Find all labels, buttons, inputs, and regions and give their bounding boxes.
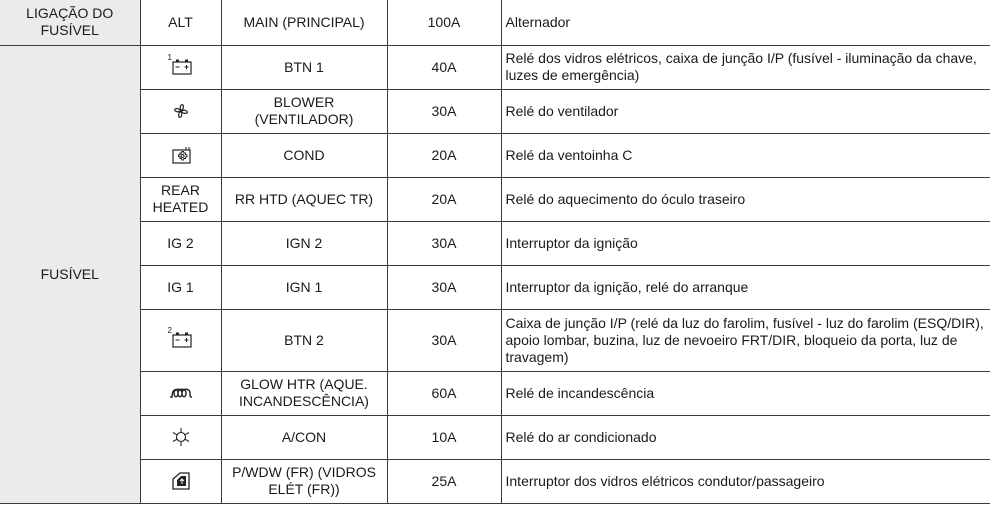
group-label: FUSÍVEL <box>0 45 140 503</box>
protected-circuit: Interruptor da ignição, relé do arranque <box>501 265 990 309</box>
fuse-rating: 100A <box>387 0 501 45</box>
protected-circuit: Alternador <box>501 0 990 45</box>
fuse-name: COND <box>221 133 387 177</box>
fuse-rating: 25A <box>387 459 501 503</box>
symbol-number: 2 <box>167 326 172 335</box>
fuse-symbol: REAR HEATED <box>140 177 221 221</box>
table-row <box>0 45 990 89</box>
fuse-rating: 40A <box>387 45 501 89</box>
table-row <box>0 371 990 415</box>
fuse-name: MAIN (PRINCIPAL) <box>221 0 387 45</box>
protected-circuit: Relé dos vidros elétricos, caixa de junção I/P (fusível - iluminação da chave, luzes de emergência) <box>501 45 990 89</box>
fuse-name: P/WDW (FR) (VIDROS ELÉT (FR)) <box>221 459 387 503</box>
table-row <box>0 265 990 309</box>
fuse-symbol: IG 2 <box>140 221 221 265</box>
table-row <box>0 221 990 265</box>
fan-icon <box>168 100 194 122</box>
table-row <box>0 133 990 177</box>
fuse-name: GLOW HTR (AQUE. INCANDESCÊNCIA) <box>221 371 387 415</box>
fuse-symbol <box>140 309 221 371</box>
protected-circuit: Relé da ventoinha C <box>501 133 990 177</box>
protected-circuit: Interruptor da ignição <box>501 221 990 265</box>
fuse-symbol: IG 1 <box>140 265 221 309</box>
protected-circuit: Interruptor dos vidros elétricos condutor/passageiro <box>501 459 990 503</box>
condenser-icon <box>168 144 194 166</box>
section-label: LIGAÇÃO DO FUSÍVEL <box>0 0 140 45</box>
battery-icon <box>167 53 194 78</box>
table-row <box>0 415 990 459</box>
symbol-number: 1 <box>167 53 172 62</box>
fuse-name: BLOWER (VENTILADOR) <box>221 89 387 133</box>
fuse-name: IGN 1 <box>221 265 387 309</box>
glow-plug-icon <box>168 382 194 404</box>
battery-icon <box>167 326 194 351</box>
fuse-rating: 30A <box>387 89 501 133</box>
fuse-symbol <box>140 89 221 133</box>
fuse-symbol <box>140 45 221 89</box>
fuse-name: BTN 2 <box>221 309 387 371</box>
table-row <box>0 177 990 221</box>
fuse-symbol <box>140 371 221 415</box>
fuse-rating: 20A <box>387 177 501 221</box>
table-row <box>0 0 990 45</box>
fuse-name: IGN 2 <box>221 221 387 265</box>
table-row <box>0 459 990 503</box>
table-row <box>0 309 990 371</box>
table-row <box>0 89 990 133</box>
fuse-symbol <box>140 459 221 503</box>
protected-circuit: Relé do ar condicionado <box>501 415 990 459</box>
fuse-rating: 30A <box>387 221 501 265</box>
fuse-rating: 30A <box>387 309 501 371</box>
fuse-symbol: ALT <box>140 0 221 45</box>
protected-circuit: Relé do aquecimento do óculo traseiro <box>501 177 990 221</box>
fuse-rating: 20A <box>387 133 501 177</box>
fuse-rating: 10A <box>387 415 501 459</box>
fuse-symbol <box>140 133 221 177</box>
protected-circuit: Relé de incandescência <box>501 371 990 415</box>
fuse-name: RR HTD (AQUEC TR) <box>221 177 387 221</box>
fuse-name: BTN 1 <box>221 45 387 89</box>
fuse-symbol <box>140 415 221 459</box>
fuse-rating: 30A <box>387 265 501 309</box>
snowflake-icon <box>168 426 194 448</box>
power-window-icon <box>168 470 194 492</box>
fuse-rating: 60A <box>387 371 501 415</box>
fuse-name: A/CON <box>221 415 387 459</box>
protected-circuit: Caixa de junção I/P (relé da luz do farolim, fusível - luz do farolim (ESQ/DIR), apoio lombar, buzina, luz de nevoeiro FRT/DIR, bloqueio da porta, luz de travagem) <box>501 309 990 371</box>
protected-circuit: Relé do ventilador <box>501 89 990 133</box>
